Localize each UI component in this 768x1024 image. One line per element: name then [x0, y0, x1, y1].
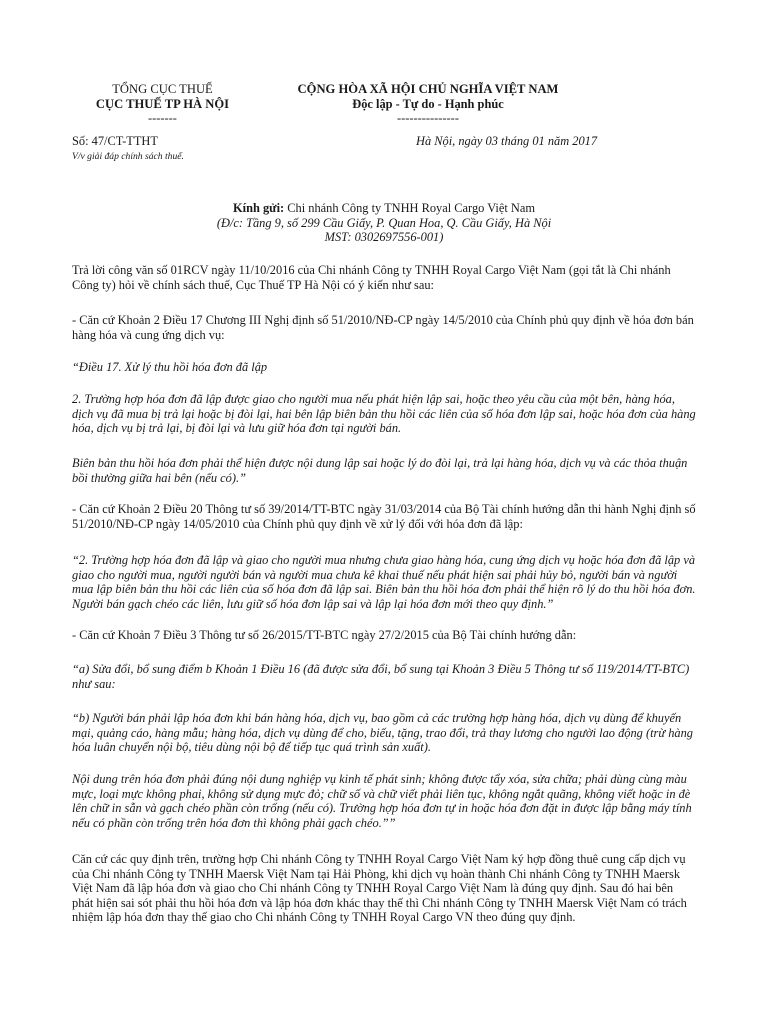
paragraph-quote-invoice-content: Nội dung trên hóa đơn phải đúng nội dung nghiệp vụ kinh tế phát sinh; không được tẩy xóa, sửa chữa; phải dùng cùng màu mực, loại mực không phai, không sử dụng mực đỏ; chữ số và chữ viết phải liên tục, không ngắt quãng, không viết hoặc in đè lên chữ in sẵn và gạch chéo phần còn trống (nếu có). Trường hợp hóa đơn tự in hoặc hóa đơn đặt in được lập bằng máy tính nếu có phần còn trống trên hóa đơn thì không phải gạch chéo.””	[72, 772, 692, 830]
national-header-block	[268, 82, 588, 126]
paragraph-intro: Trả lời công văn số 01RCV ngày 11/10/2016 của Chi nhánh Công ty TNHH Royal Cargo Việt Nam (gọi tắt là Chi nhánh Công ty) hỏi về chính sách thuế, Cục Thuế TP Hà Nội có ý kiến như sau:	[72, 263, 671, 292]
paragraph-quote-clause-2: 2. Trường hợp hóa đơn đã lập được giao cho người mua nếu phát hiện lập sai, hoặc theo yêu cầu của một bên, hàng hóa, dịch vụ đã mua bị trả lại hoặc bị đòi lại, hai bên lập biên bản thu hồi các liên của số hóa đơn lập sai, hoặc hóa đơn của hàng hóa, dịch vụ bị trả lại, bị đòi lại và lưu giữ hóa đơn tại người bán.	[72, 392, 696, 436]
document-subject: V/v giải đáp chính sách thuế.	[72, 151, 184, 162]
left-divider: -------	[148, 111, 177, 125]
recipient-label: Kính gửi:	[232, 201, 285, 215]
country-name: CỘNG HÒA XÃ HỘI CHỦ NGHĨA VIỆT NAM	[297, 82, 559, 96]
document-number: Số: 47/CT-TTHT	[72, 134, 158, 148]
paragraph-legal-basis-3: - Căn cứ Khoản 7 Điều 3 Thông tư số 26/2015/TT-BTC ngày 27/2/2015 của Bộ Tài chính hướng dẫn:	[72, 628, 577, 642]
recipient-address: (Đ/c: Tầng 9, số 299 Cầu Giấy, P. Quan Hoa, Q. Cầu Giấy, Hà Nội	[216, 215, 552, 230]
recipient-line	[72, 201, 696, 216]
parent-agency: TỔNG CỤC THUẾ	[112, 82, 213, 96]
recipient-tax-id: MST: 0302697556-001)	[324, 230, 444, 245]
paragraph-quote-minutes: Biên bản thu hồi hóa đơn phải thể hiện được nội dung lập sai hoặc lý do đòi lại, trả lại hàng hóa, dịch vụ và các thỏa thuận bồi thường giữa hai bên (nếu có).”	[72, 456, 688, 485]
recipient-block	[72, 201, 696, 245]
paragraph-quote-article-17: “Điều 17. Xử lý thu hồi hóa đơn đã lập	[72, 360, 268, 374]
paragraph-legal-basis-2: - Căn cứ Khoản 2 Điều 20 Thông tư số 39/2014/TT-BTC ngày 31/03/2014 của Bộ Tài chính hướng dẫn thi hành Nghị định số 51/2010/NĐ-CP ngày 14/05/2010 của Chính phủ quy định về xử lý đối với hóa đơn đã lập:	[72, 502, 696, 531]
right-divider: ---------------	[397, 111, 459, 125]
paragraph-quote-amendment-a: “a) Sửa đổi, bổ sung điểm b Khoản 1 Điều 16 (đã được sửa đổi, bổ sung tại Khoản 3 Điều 5 Thông tư số 119/2014/TT-BTC) như sau:	[72, 662, 690, 691]
issuing-agency-block	[60, 82, 265, 126]
recipient-name: Chi nhánh Công ty TNHH Royal Cargo Việt Nam	[284, 201, 535, 215]
issuing-department: CỤC THUẾ TP HÀ NỘI	[95, 96, 230, 111]
paragraph-quote-circular-39: “2. Trường hợp hóa đơn đã lập và giao cho người mua nhưng chưa giao hàng hóa, cung ứng dịch vụ hoặc hóa đơn đã lập và giao cho người mua, người người bán và người mua chưa kê khai thuế nếu phát hiện sai phải hủy bỏ, người bán và người mua lập biên bản thu hồi các liên của số hóa đơn đã lập sai. Biên bản thu hồi hóa đơn phải thể hiện rõ lý do thu hồi hóa đơn. Người bán gạch chéo các liên, lưu giữ số hóa đơn lập sai và lập lại hóa đơn mới theo quy định.”	[72, 553, 696, 611]
national-motto: Độc lập - Tự do - Hạnh phúc	[352, 96, 504, 111]
paragraph-quote-amendment-b: “b) Người bán phải lập hóa đơn khi bán hàng hóa, dịch vụ, bao gồm cả các trường hợp hàng hóa, dịch vụ dùng để khuyến mại, quảng cáo, hàng mẫu; hàng hóa, dịch vụ dùng để cho, biếu, tặng, trao đổi, trả thay lương cho người lao động (trừ hàng hóa luân chuyển nội bộ, tiêu dùng nội bộ để tiếp tục quá trình sản xuất).	[72, 711, 693, 755]
paragraph-legal-basis-1: - Căn cứ Khoản 2 Điều 17 Chương III Nghị định số 51/2010/NĐ-CP ngày 14/5/2010 của Chính phủ quy định về hóa đơn bán hàng hóa và cung ứng dịch vụ:	[72, 313, 694, 342]
paragraph-conclusion: Căn cứ các quy định trên, trường hợp Chi nhánh Công ty TNHH Royal Cargo Việt Nam ký hợp đồng thuê cung cấp dịch vụ của Chi nhánh Công ty TNHH Maersk Việt Nam tại Hải Phòng, khi dịch vụ hoàn thành Chi nhánh Công ty TNHH Maersk Việt Nam đã lập hóa đơn và giao cho Chi nhánh Công ty TNHH Royal Cargo Việt Nam là đúng quy định. Sau đó hai bên phát hiện sai sót phải thu hồi hóa đơn và lập hóa đơn khác thay thế thì Chi nhánh Công ty TNHH Maersk Việt Nam có trách nhiệm lập hóa đơn thay thế giao cho Chi nhánh Công ty TNHH Royal Cargo VN theo đúng quy định.	[72, 852, 687, 925]
document-date: Hà Nội, ngày 03 tháng 01 năm 2017	[416, 134, 598, 148]
